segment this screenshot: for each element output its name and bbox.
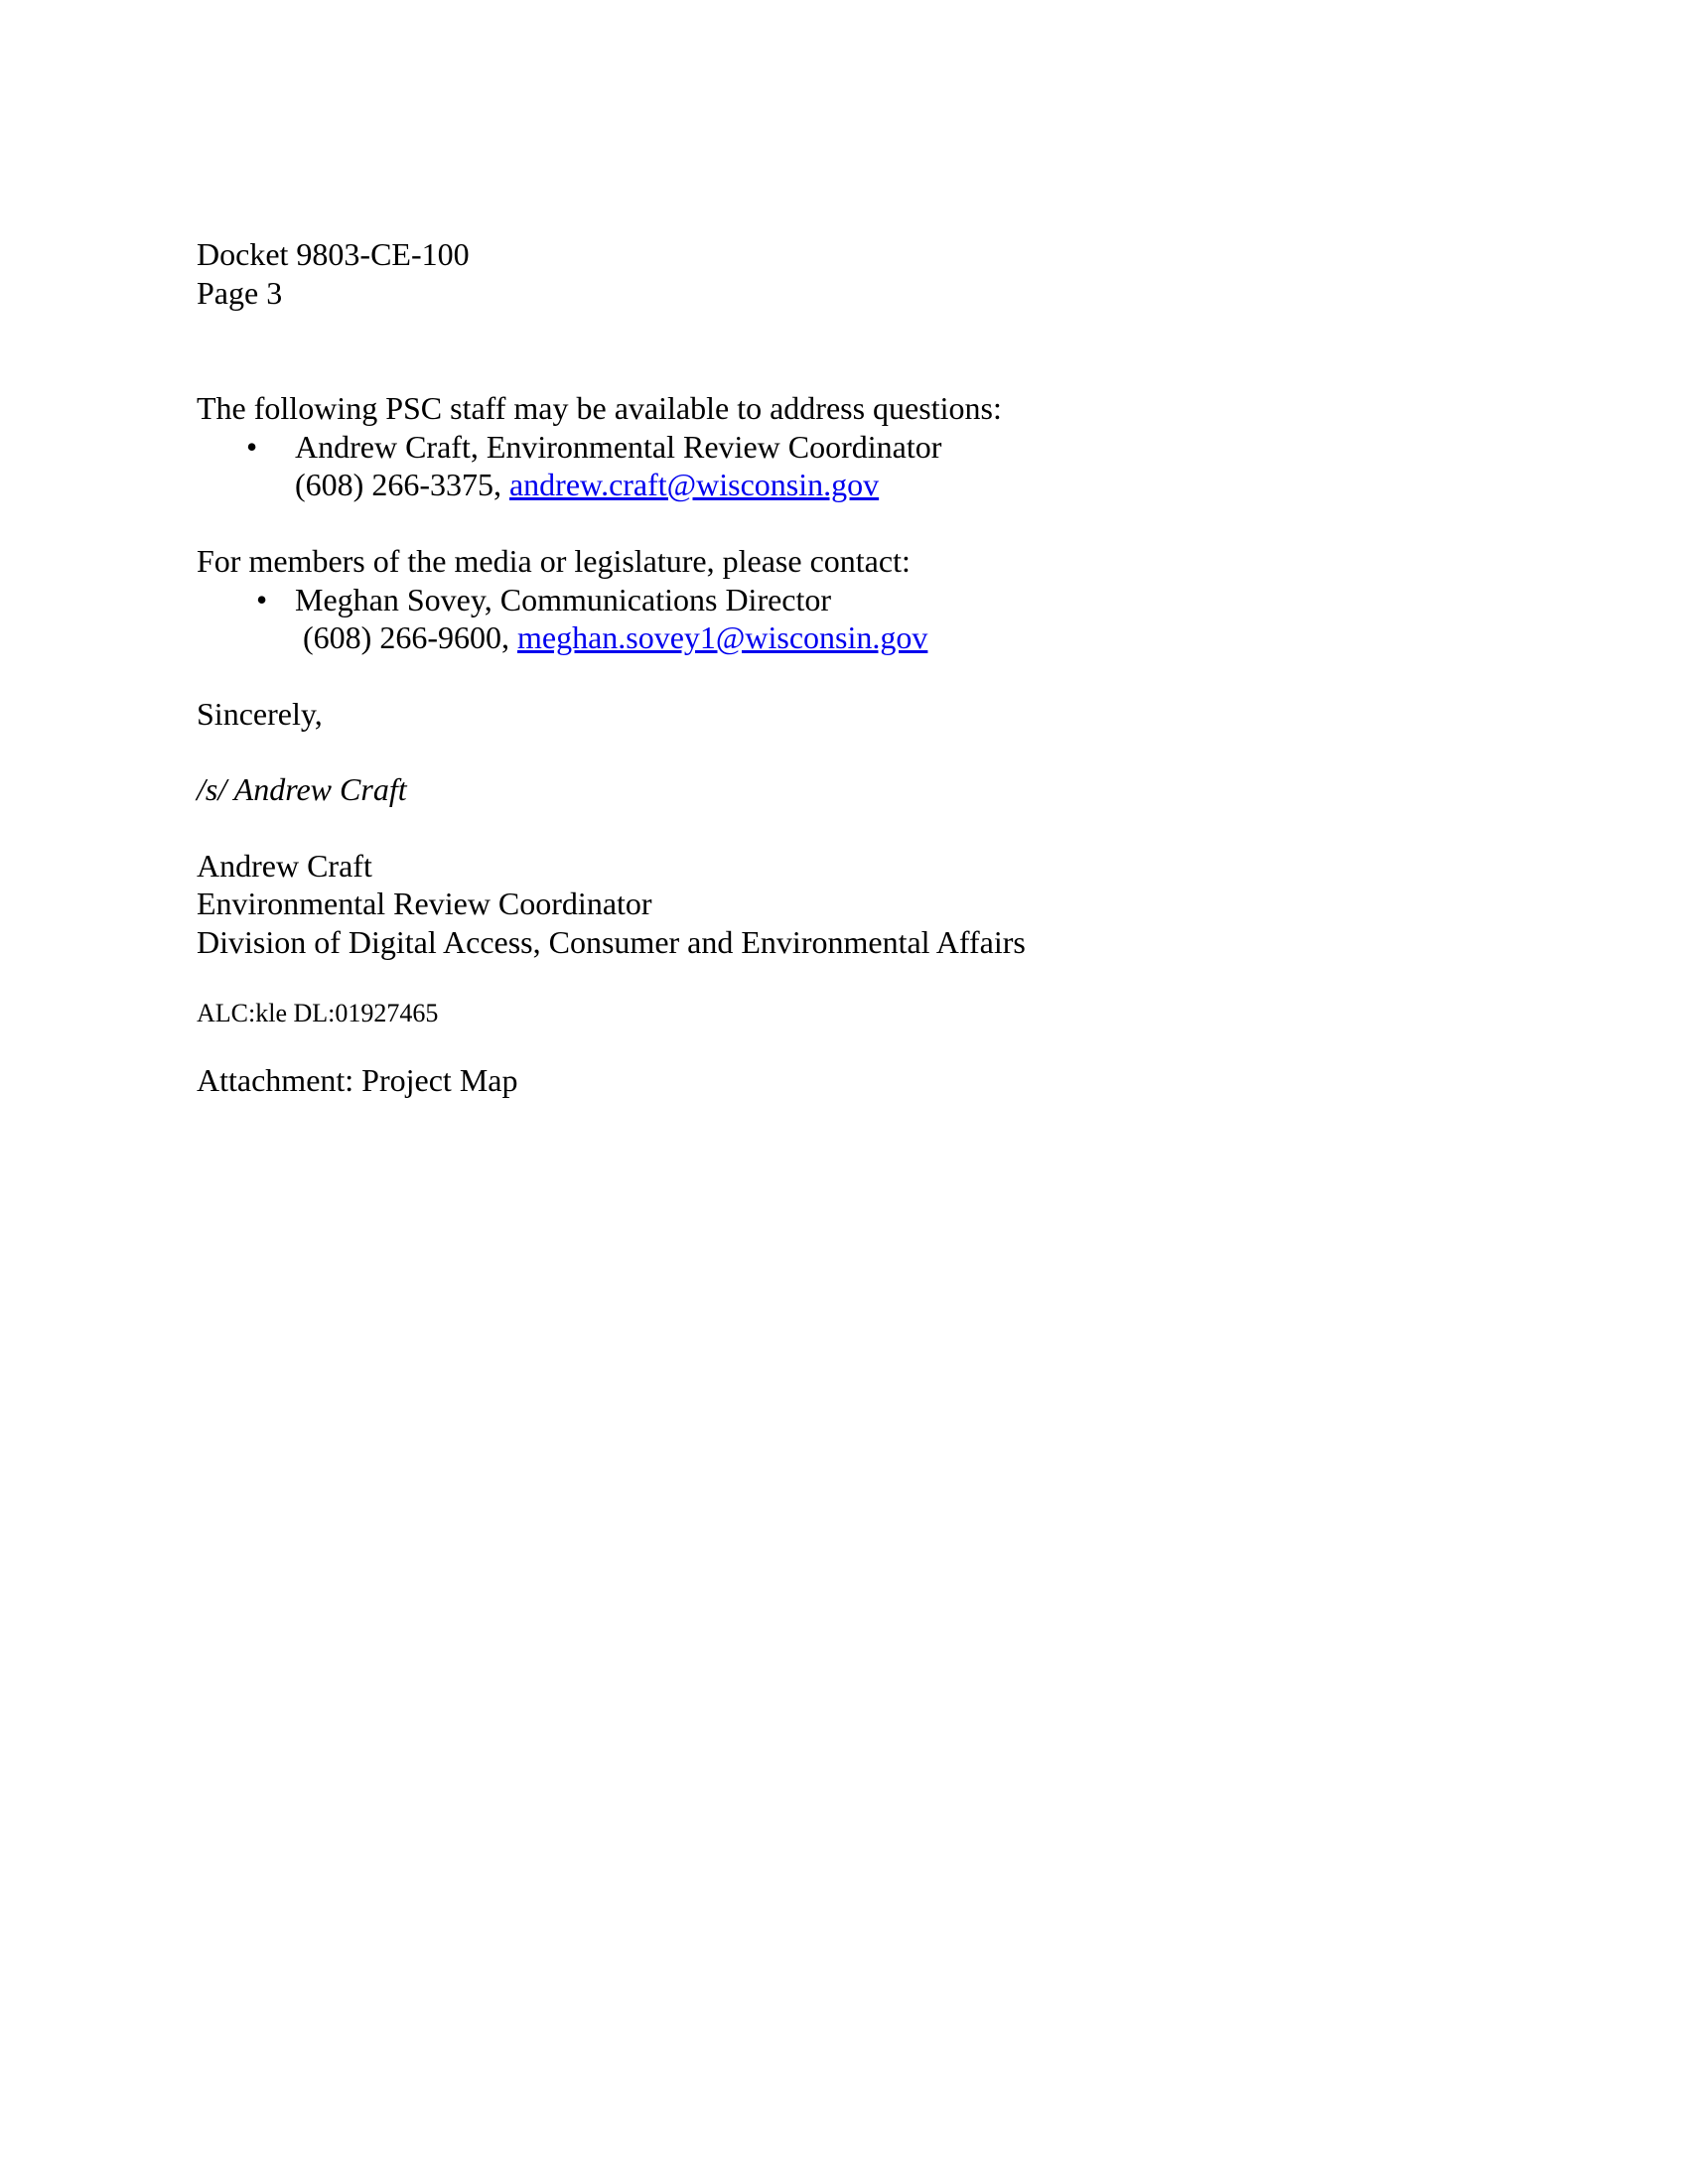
reference-initials: ALC:kle DL:01927465	[197, 999, 439, 1027]
psc-contact-email-link[interactable]: andrew.craft@wisconsin.gov	[508, 467, 880, 502]
signer-division: Division of Digital Access, Consumer and Environmental Affairs	[197, 924, 1026, 960]
docket-number: Docket 9803-CE-100	[197, 236, 470, 272]
media-contact-email-link[interactable]: meghan.sovey1@wisconsin.gov	[516, 619, 928, 655]
psc-contact-phone: (608) 266-3375,	[295, 467, 509, 502]
psc-contact-name: Andrew Craft, Environmental Review Coordinator	[295, 429, 942, 465]
attachment-note: Attachment: Project Map	[197, 1062, 518, 1098]
media-intro: For members of the media or legislature, please contact:	[197, 543, 911, 579]
psc-staff-intro: The following PSC staff may be available to address questions:	[197, 390, 1002, 426]
media-contact-name: Meghan Sovey, Communications Director	[295, 582, 832, 617]
bullet-marker: •	[246, 429, 258, 465]
page-number: Page 3	[197, 275, 283, 311]
media-contact-phone-email	[303, 618, 927, 656]
bullet-marker: •	[256, 582, 268, 617]
signer-title: Environmental Review Coordinator	[197, 886, 652, 921]
psc-contact-phone-email	[295, 466, 879, 503]
signer-name: Andrew Craft	[197, 848, 372, 884]
salutation: Sincerely,	[197, 696, 323, 732]
media-contact-phone: (608) 266-9600,	[303, 619, 517, 655]
signature: /s/ Andrew Craft	[197, 771, 407, 807]
